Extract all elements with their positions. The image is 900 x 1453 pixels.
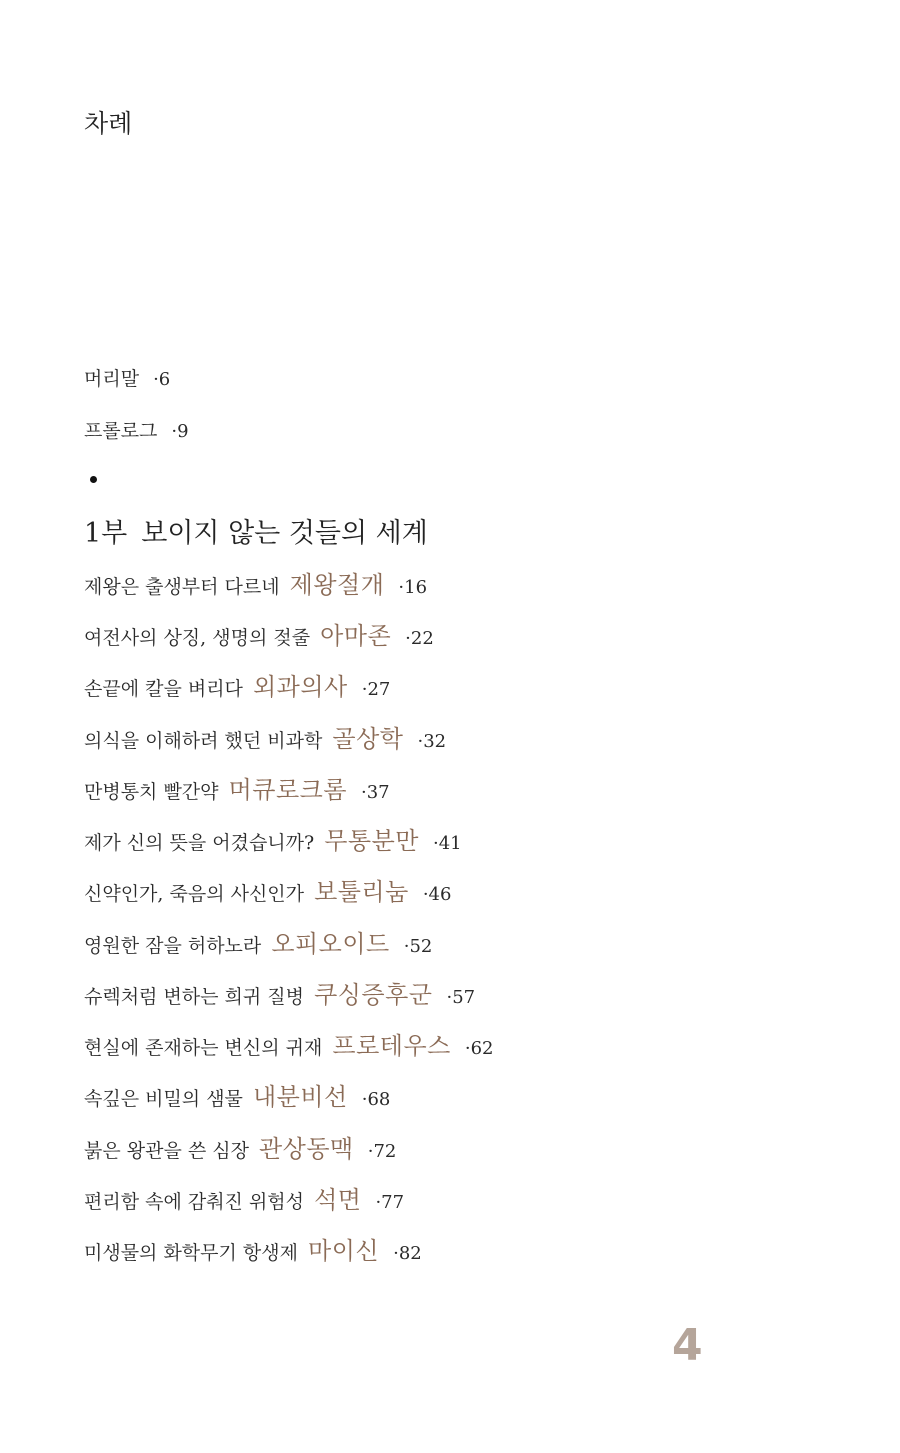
entry-subtitle: 붉은 왕관을 쓴 심장 bbox=[84, 1140, 249, 1162]
entry-page: ·37 bbox=[361, 782, 390, 803]
entry-keyword: 보툴리눔 bbox=[314, 878, 409, 906]
entry-keyword: 외과의사 bbox=[252, 673, 348, 701]
entry-page: ·16 bbox=[398, 577, 428, 598]
entry-subtitle: 미생물의 화학무기 항생제 bbox=[84, 1242, 298, 1264]
entry-subtitle: 속깊은 비밀의 샘물 bbox=[84, 1088, 243, 1110]
entry-subtitle: 신약인가, 죽음의 사신인가 bbox=[84, 883, 305, 905]
toc-entry[interactable] bbox=[84, 570, 427, 603]
entry-page: ·52 bbox=[403, 936, 433, 957]
entry-subtitle: 의식을 이해하려 했던 비과학 bbox=[84, 730, 323, 752]
toc-entry-preface[interactable] bbox=[84, 364, 170, 395]
page-number: 4 bbox=[672, 1320, 703, 1371]
part-number: 1부 bbox=[84, 518, 128, 549]
entry-keyword: 관상동맥 bbox=[259, 1135, 354, 1163]
entry-subtitle: 만병통치 빨간약 bbox=[84, 781, 219, 803]
entry-title: 프롤로그 bbox=[84, 420, 158, 442]
entry-subtitle: 여전사의 상징, 생명의 젖줄 bbox=[84, 627, 311, 649]
entry-page: ·22 bbox=[405, 628, 434, 649]
entry-page: ·27 bbox=[361, 679, 391, 700]
toc-entry[interactable] bbox=[84, 980, 475, 1013]
entry-keyword: 오피오이드 bbox=[271, 930, 390, 958]
entry-keyword: 머큐로크롬 bbox=[228, 776, 347, 804]
toc-entry[interactable] bbox=[84, 1185, 404, 1218]
entry-subtitle: 편리함 속에 감춰진 위험성 bbox=[84, 1191, 305, 1213]
toc-entry[interactable] bbox=[84, 724, 446, 757]
entry-keyword: 석면 bbox=[314, 1186, 362, 1214]
part-title: 보이지 않는 것들의 세계 bbox=[141, 518, 428, 549]
entry-subtitle: 제가 신의 뜻을 어겼습니까? bbox=[84, 832, 315, 854]
entry-keyword: 쿠싱증후군 bbox=[314, 981, 433, 1009]
entry-subtitle: 손끝에 칼을 벼리다 bbox=[84, 678, 243, 700]
entry-keyword: 골상학 bbox=[332, 725, 404, 753]
entry-page: ·57 bbox=[446, 987, 476, 1008]
entry-page: ·72 bbox=[367, 1141, 397, 1162]
toc-title: 차례 bbox=[84, 109, 133, 138]
entry-keyword: 무통분만 bbox=[324, 827, 419, 855]
toc-entry[interactable] bbox=[84, 1134, 396, 1167]
entry-subtitle: 슈렉처럼 변하는 희귀 질병 bbox=[84, 986, 305, 1008]
entry-page: ·6 bbox=[153, 369, 171, 390]
toc-entry[interactable] bbox=[84, 672, 390, 705]
entry-keyword: 프로테우스 bbox=[332, 1032, 451, 1060]
entry-subtitle: 영원한 잠을 허하노라 bbox=[84, 935, 262, 957]
entry-page: ·62 bbox=[464, 1038, 494, 1059]
entry-page: ·68 bbox=[361, 1089, 391, 1110]
toc-entry[interactable] bbox=[84, 877, 451, 910]
bullet-divider bbox=[90, 476, 97, 483]
toc-entry[interactable] bbox=[84, 1236, 422, 1269]
entry-page: ·46 bbox=[422, 884, 452, 905]
toc-entry-prologue[interactable] bbox=[84, 416, 189, 447]
entry-page: ·9 bbox=[171, 421, 189, 442]
toc-entry[interactable] bbox=[84, 1031, 493, 1064]
entry-page: ·82 bbox=[393, 1243, 422, 1264]
toc-entry[interactable] bbox=[84, 621, 434, 654]
toc-entry[interactable] bbox=[84, 775, 390, 808]
toc-entry[interactable] bbox=[84, 929, 432, 962]
entry-keyword: 아마존 bbox=[320, 622, 392, 650]
entry-title: 머리말 bbox=[84, 368, 140, 390]
part-heading bbox=[84, 516, 428, 552]
entry-keyword: 제왕절개 bbox=[289, 571, 385, 599]
entry-subtitle: 현실에 존재하는 변신의 귀재 bbox=[84, 1037, 323, 1059]
toc-entry[interactable] bbox=[84, 1082, 390, 1115]
toc-entry[interactable] bbox=[84, 826, 462, 859]
entry-subtitle: 제왕은 출생부터 다르네 bbox=[84, 576, 280, 598]
entry-keyword: 마이신 bbox=[308, 1237, 380, 1265]
entry-keyword: 내분비선 bbox=[252, 1083, 348, 1111]
entry-page: ·32 bbox=[417, 731, 447, 752]
entry-page: ·41 bbox=[433, 833, 462, 854]
entry-page: ·77 bbox=[375, 1192, 405, 1213]
